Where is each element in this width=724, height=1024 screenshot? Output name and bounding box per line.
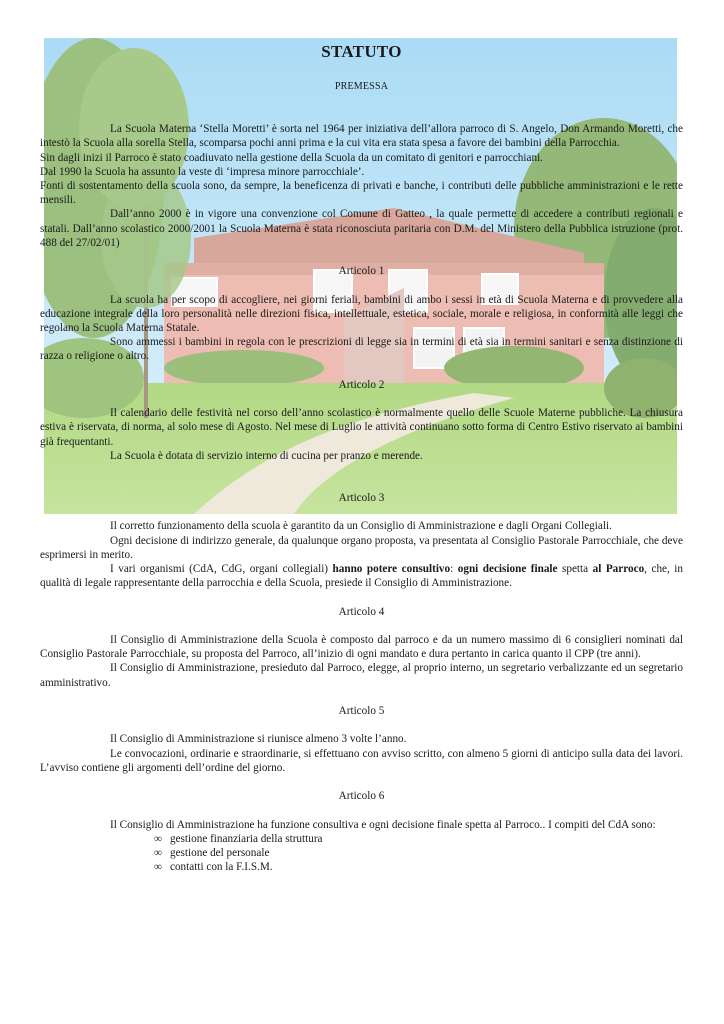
premessa-paragraph-3: Dal 1990 la Scuola ha assunto la veste di ‘impresa minore parrocchiale’. [40,165,365,178]
article-2-paragraph-1: Il calendario delle festività nel corso dell’anno scolastico è normalmente quello delle Scuole Materne pubbliche. La chiusura estiva è riservata, di norma, al solo mese di Agosto. Nel mese di Luglio le attività continuano sotto forma di Centro Estivo riservato ai bambini già frequentanti. [40,407,683,448]
premessa-paragraph-5: Dall’anno 2000 è in vigore una convenzione col Comune di Gatteo , la quale permette di accedere a contributi regionali e statali. Dall’anno scolastico 2000/2001 la Scuola Materna è stata riconosciuta paritaria con D.M. del Ministero della Pubblica istruzione (prot. 488 del 27/02/01) [40,208,683,249]
article-5-paragraph-1: Il Consiglio di Amministrazione si riunisce almeno 3 volte l’anno. [110,733,407,746]
infinity-bullet-icon: ∞ [154,832,162,845]
document-title: STATUTO [321,42,402,61]
article-3-paragraph-3: I vari organismi (CdA, CdG, organi collegiali) hanno potere consultivo: ogni decisione finale spetta al Parroco, che, in qualità di legale rappresentante della parrocchia e della Scuola, presiede il Consiglio di Amministrazione. [40,563,684,590]
statuto-document [40,40,683,874]
list-item: ∞ gestione finanziaria della struttura [154,832,323,845]
article-3-paragraph-2: Ogni decisione di indirizzo generale, da qualunque organo proposta, va presentata al Consiglio Pastorale Parrocchiale, che deve esprimersi in merito. [40,534,683,561]
cda-tasks-list [40,832,683,875]
article-1-paragraph-2: Sono ammessi i bambini in regola con le prescrizioni di legge sia in termini di età sia in termini sanitari e senza distinzione di razza o religione o altro. [40,336,683,363]
list-item: ∞ contatti con la F.I.S.M. [154,861,273,874]
article-4-paragraph-2: Il Consiglio di Amministrazione, presieduto dal Parroco, elegge, al proprio interno, un segretario verbalizzante ed un segretario amministrativo. [40,662,683,689]
article-1-heading: Articolo 1 [338,265,385,278]
article-6-heading: Articolo 6 [338,790,385,803]
infinity-bullet-icon: ∞ [154,846,162,859]
article-2-paragraph-2: La Scuola è dotata di servizio interno di cucina per pranzo e merende. [110,449,423,462]
premessa-heading: PREMESSA [334,81,389,92]
premessa-paragraph-2: Sin dagli inizi il Parroco è stato coadiuvato nella gestione della Scuola da un comitato di genitori e parrocchiani. [40,151,543,164]
article-4-paragraph-1: Il Consiglio di Amministrazione della Scuola è composto dal parroco e da un numero massimo di 6 consiglieri nominati dal Consiglio Pastorale Parrocchiale, su proposta del Parroco, all’inizio di ogni mandato e dura pertanto in carica quanto il CPP (tre anni). [40,634,683,661]
premessa-paragraph-4: Fonti di sostentamento della scuola sono, da sempre, la beneficenza di privati e banche, i contributi delle pubbliche amministrazioni e le rette mensili. [40,180,683,207]
article-5-heading: Articolo 5 [338,705,385,717]
article-2-heading: Articolo 2 [338,378,385,391]
infinity-bullet-icon: ∞ [154,861,162,874]
article-3-paragraph-1: Il corretto funzionamento della scuola è garantito da un Consiglio di Amministrazione e dagli Organi Collegiali. [110,520,612,533]
article-6-paragraph-1: Il Consiglio di Amministrazione ha funzione consultiva e ogni decisione finale spetta al Parroco.. I compiti del CdA sono: [110,818,656,831]
article-4-heading: Articolo 4 [338,605,385,618]
premessa-paragraph-1: La Scuola Materna ‘Stella Moretti’ è sorta nel 1964 per iniziativa dell’allora parroco di S. Angelo, Don Armando Moretti, che intestò la Scuola alla sorella Stella, scomparsa pochi anni prima e la cui vita era stata spesa a favore dei bambini della Parrocchia. [40,123,683,150]
article-5-paragraph-2: Le convocazioni, ordinarie e straordinarie, si effettuano con avviso scritto, con almeno 5 giorni di anticipo sulla data dei lavori. L’avviso contiene gli argomenti dell’ordine del giorno. [40,747,683,774]
article-1-paragraph-1: La scuola ha per scopo di accogliere, nei giorni feriali, bambini di ambo i sessi in età di Scuola Materna e di provvedere alla educazione integrale della loro personalità nelle direzioni fisica, intellettuale, estetica, sociale, morale e religiosa, in conformità alle leggi che regolano la Scuola Materna Statale. [40,293,683,335]
list-item: ∞ gestione del personale [154,846,270,859]
article-3-heading: Articolo 3 [338,492,385,505]
